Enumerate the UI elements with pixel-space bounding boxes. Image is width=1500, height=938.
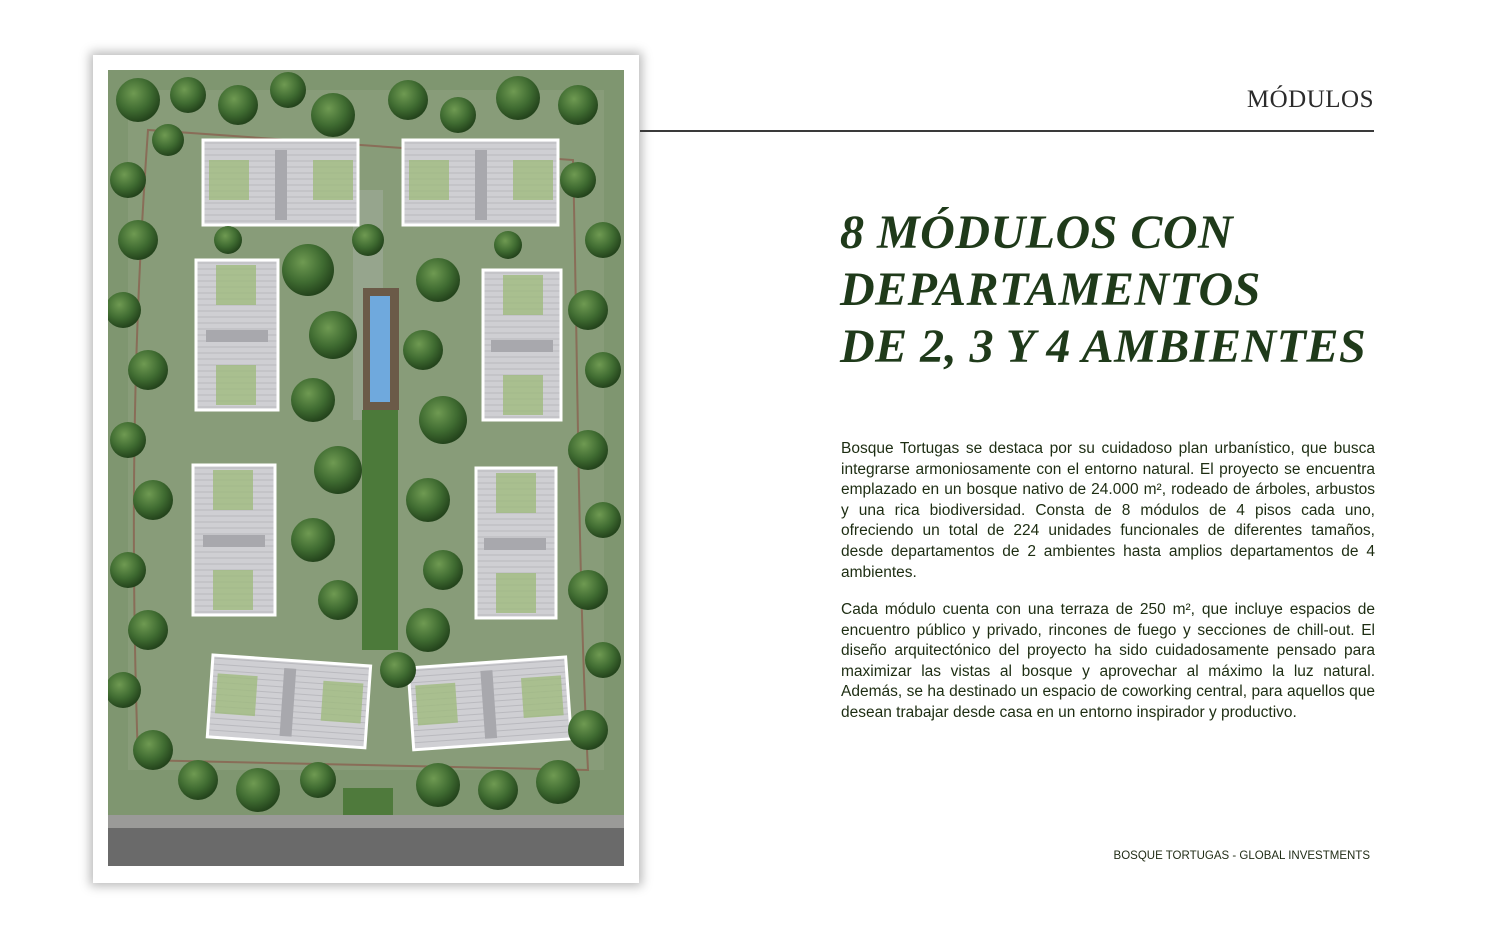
description-paragraph-2: Cada módulo cuenta con una terraza de 250 m², que incluye espacios de encuentro público y privado, rincones de fuego y secciones de chill-out. El diseño arquitectónico del proyecto ha sido cuidadosamente pensado para maximizar las vistas al bosque y aprovechar al máximo la luz natural. Además, se ha destinado un espacio de coworking central, para aquellos que desean trabajar desde casa en un entorno inspirador y productivo. bbox=[841, 601, 1375, 721]
site-plan-aerial-image bbox=[108, 70, 624, 866]
street bbox=[108, 828, 624, 866]
headline-line-2: DEPARTAMENTOS bbox=[840, 263, 1261, 316]
page-headline bbox=[840, 204, 1400, 375]
section-title: MÓDULOS bbox=[1246, 86, 1374, 113]
site-plan-photo-frame bbox=[93, 55, 639, 883]
headline-line-3: DE 2, 3 Y 4 AMBIENTES bbox=[840, 320, 1367, 373]
footer-brand-text: BOSQUE TORTUGAS - GLOBAL INVESTMENTS bbox=[1113, 850, 1370, 862]
headline-line-1: 8 MÓDULOS CON bbox=[840, 206, 1234, 259]
pool bbox=[370, 296, 390, 402]
description-paragraph-1: Bosque Tortugas se destaca por su cuidadoso plan urbanístico, que busca integrarse armoniosamente con el entorno natural. El proyecto se encuentra emplazado en un bosque nativo de 24.000 m², rodeado de árboles, arbustos y una rica biodiversidad. Consta de 8 módulos de 4 pisos cada uno, ofreciendo un total de 224 unidades funcionales de diferentes tamaños, desde departamentos de 2 ambientes hasta amplios departamentos de 4 ambientes. bbox=[841, 440, 1375, 581]
header-divider bbox=[640, 130, 1374, 132]
